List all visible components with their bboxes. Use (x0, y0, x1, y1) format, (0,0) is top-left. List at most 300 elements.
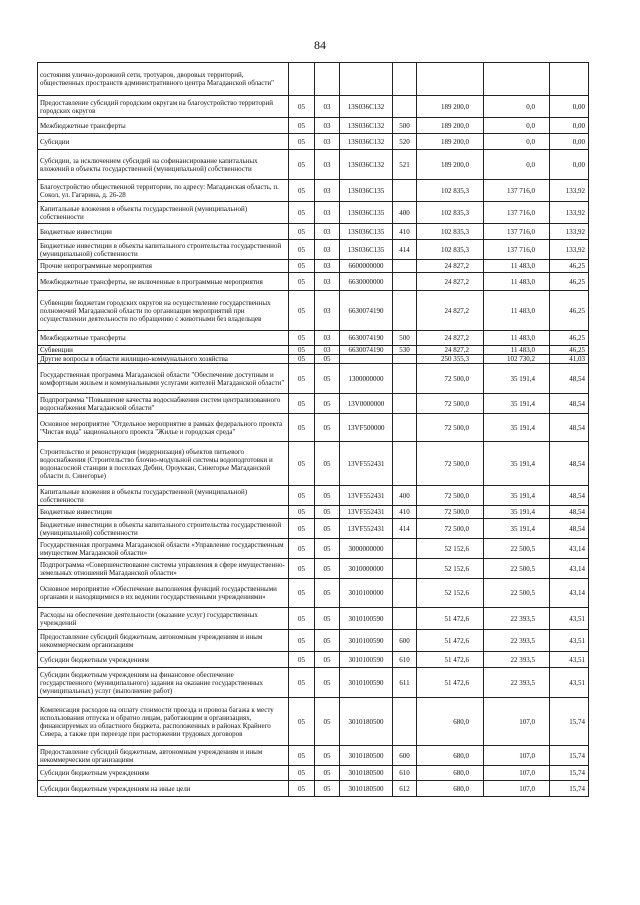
subsection-code-cell: 05 (315, 394, 340, 414)
planned-amount-cell: 72 500,0 (417, 506, 484, 519)
target-item-code-cell: 13S036С132 (340, 150, 393, 180)
planned-amount-cell: 680,0 (417, 766, 484, 781)
table-row (38, 579, 589, 608)
execution-percent-cell: 48,54 (550, 442, 589, 486)
planned-amount-cell: 51 472,6 (417, 608, 484, 630)
target-item-code-cell: 3000000000 (340, 539, 393, 559)
execution-percent-cell: 48,54 (550, 486, 589, 506)
planned-amount-cell: 24 827,2 (417, 291, 484, 331)
section-code-cell: 05 (289, 414, 315, 442)
expense-type-code-cell: 530 (393, 346, 417, 355)
table-row (38, 486, 589, 506)
execution-percent-cell: 48,54 (550, 364, 589, 394)
expense-type-code-cell: 400 (393, 486, 417, 506)
planned-amount-cell (417, 63, 484, 96)
actual-amount-cell: 0,0 (484, 134, 550, 150)
row-name-cell: Государственная программа Магаданской области «Управление государственным имуществом Магаданской области» (38, 539, 289, 559)
execution-percent-cell: 15,74 (550, 766, 589, 781)
expense-type-code-cell: 611 (393, 668, 417, 698)
target-item-code-cell: 13VF552431 (340, 506, 393, 519)
expense-type-code-cell (393, 364, 417, 394)
target-item-code-cell: 13S036С135 (340, 224, 393, 240)
target-item-code-cell: 66З0074190 (340, 331, 393, 346)
subsection-code-cell: 03 (315, 291, 340, 331)
table-row (38, 224, 589, 240)
expense-type-code-cell (393, 273, 417, 291)
planned-amount-cell: 51 472,6 (417, 668, 484, 698)
target-item-code-cell: 13S036С132 (340, 96, 393, 118)
execution-percent-cell: 133,92 (550, 240, 589, 260)
expense-type-code-cell: 414 (393, 240, 417, 260)
actual-amount-cell: 107,0 (484, 781, 550, 797)
row-name-cell: Бюджетные инвестиции в объекты капитального строительства государственной (муниципальной) собственности (38, 240, 289, 260)
section-code-cell: 05 (289, 224, 315, 240)
subsection-code-cell: 03 (315, 260, 340, 273)
execution-percent-cell: 43,51 (550, 608, 589, 630)
actual-amount-cell: 11 483,0 (484, 346, 550, 355)
expense-type-code-cell (393, 180, 417, 202)
section-code-cell: 05 (289, 240, 315, 260)
expense-type-code-cell: 500 (393, 331, 417, 346)
section-code-cell: 05 (289, 486, 315, 506)
actual-amount-cell: 22 393,5 (484, 608, 550, 630)
expense-type-code-cell (393, 539, 417, 559)
expense-type-code-cell (393, 96, 417, 118)
planned-amount-cell: 680,0 (417, 698, 484, 746)
execution-percent-cell: 133,92 (550, 180, 589, 202)
table-row (38, 608, 589, 630)
planned-amount-cell: 24 827,2 (417, 260, 484, 273)
expense-type-code-cell (393, 291, 417, 331)
section-code-cell: 05 (289, 630, 315, 652)
section-code-cell: 05 (289, 519, 315, 539)
section-code-cell: 05 (289, 331, 315, 346)
expense-type-code-cell: 612 (393, 781, 417, 797)
row-name-cell: Подпрограмма «Совершенствование системы управления в сфере имущественно-земельных отношений Магаданской области» (38, 559, 289, 579)
section-code-cell: 05 (289, 668, 315, 698)
subsection-code-cell: 05 (315, 442, 340, 486)
execution-percent-cell: 46,25 (550, 291, 589, 331)
table-row (38, 414, 589, 442)
table-row (38, 442, 589, 486)
actual-amount-cell: 35 191,4 (484, 364, 550, 394)
target-item-code-cell: 3010100590 (340, 668, 393, 698)
expense-type-code-cell (393, 442, 417, 486)
row-name-cell: Компенсация расходов на оплату стоимости проезда и провоза багажа к месту использования отпуска и обратно лицам, работающим в организациях, финансируемых из областного бюджета, расположенных в районах Крайнего Севера, а также при переезде при расторжении трудовых договоров (38, 698, 289, 746)
table-row (38, 746, 589, 766)
target-item-code-cell: 13S036С132 (340, 118, 393, 134)
target-item-code-cell: 13V0000000 (340, 394, 393, 414)
section-code-cell: 05 (289, 394, 315, 414)
row-name-cell: Предоставление субсидий бюджетным, автономным учреждениям и иным некоммерческим организациям (38, 630, 289, 652)
planned-amount-cell: 52 152,6 (417, 579, 484, 608)
actual-amount-cell: 102 730,2 (484, 355, 550, 364)
table-row (38, 559, 589, 579)
planned-amount-cell: 51 472,6 (417, 630, 484, 652)
actual-amount-cell: 107,0 (484, 746, 550, 766)
section-code-cell: 05 (289, 364, 315, 394)
execution-percent-cell: 43,14 (550, 539, 589, 559)
table-row (38, 331, 589, 346)
expense-type-code-cell (393, 559, 417, 579)
target-item-code-cell: 13VF552431 (340, 519, 393, 539)
row-name-cell: Расходы на обеспечение деятельности (оказание услуг) государственных учреждений (38, 608, 289, 630)
actual-amount-cell: 35 191,4 (484, 519, 550, 539)
section-code-cell: 05 (289, 698, 315, 746)
target-item-code-cell: 3010100000 (340, 579, 393, 608)
table-row (38, 519, 589, 539)
subsection-code-cell: 05 (315, 355, 340, 364)
planned-amount-cell: 189 200,0 (417, 150, 484, 180)
subsection-code-cell: 03 (315, 224, 340, 240)
table-row (38, 355, 589, 364)
table-row (38, 394, 589, 414)
target-item-code-cell: 3010100590 (340, 608, 393, 630)
target-item-code-cell: 13S036С135 (340, 240, 393, 260)
row-name-cell: Субвенции (38, 346, 289, 355)
target-item-code-cell: 1300000000 (340, 364, 393, 394)
execution-percent-cell: 48,54 (550, 394, 589, 414)
actual-amount-cell: 22 393,5 (484, 668, 550, 698)
subsection-code-cell: 05 (315, 746, 340, 766)
subsection-code-cell: 05 (315, 652, 340, 668)
table-row (38, 364, 589, 394)
execution-percent-cell: 48,54 (550, 414, 589, 442)
row-name-cell: Бюджетные инвестиции (38, 506, 289, 519)
actual-amount-cell: 35 191,4 (484, 394, 550, 414)
table-row (38, 539, 589, 559)
expense-type-code-cell: 610 (393, 766, 417, 781)
row-name-cell: Предоставление субсидий городским округам на благоустройство территорий городских округов (38, 96, 289, 118)
execution-percent-cell: 0,00 (550, 118, 589, 134)
table-row (38, 291, 589, 331)
expense-type-code-cell: 610 (393, 652, 417, 668)
section-code-cell: 05 (289, 442, 315, 486)
section-code-cell: 05 (289, 260, 315, 273)
target-item-code-cell: 13S036С132 (340, 134, 393, 150)
execution-percent-cell: 46,25 (550, 346, 589, 355)
row-name-cell: Межбюджетные трансферты (38, 331, 289, 346)
planned-amount-cell: 189 200,0 (417, 118, 484, 134)
table-row (38, 63, 589, 96)
subsection-code-cell: 05 (315, 781, 340, 797)
subsection-code-cell: 05 (315, 559, 340, 579)
section-code-cell: 05 (289, 273, 315, 291)
row-name-cell: Другие вопросы в области жилищно-коммунального хозяйства (38, 355, 289, 364)
budget-table-body (38, 63, 589, 797)
target-item-code-cell: 3010100590 (340, 630, 393, 652)
actual-amount-cell: 11 483,0 (484, 273, 550, 291)
target-item-code-cell: 3010180500 (340, 698, 393, 746)
actual-amount-cell: 107,0 (484, 766, 550, 781)
target-item-code-cell: 13VF500000 (340, 414, 393, 442)
row-name-cell: Субсидии бюджетным учреждениям на финансовое обеспечение государственного (муниципального) задания на оказание государственных (муниципальных) услуг (выполнение работ) (38, 668, 289, 698)
actual-amount-cell: 22 500,5 (484, 579, 550, 608)
actual-amount-cell: 11 483,0 (484, 260, 550, 273)
planned-amount-cell: 52 152,6 (417, 559, 484, 579)
section-code-cell: 05 (289, 746, 315, 766)
row-name-cell: Субсидии бюджетным учреждениям (38, 766, 289, 781)
planned-amount-cell: 102 835,3 (417, 180, 484, 202)
expense-type-code-cell: 410 (393, 224, 417, 240)
table-row (38, 260, 589, 273)
section-code-cell: 05 (289, 608, 315, 630)
actual-amount-cell: 11 483,0 (484, 331, 550, 346)
section-code-cell: 05 (289, 96, 315, 118)
target-item-code-cell (340, 63, 393, 96)
execution-percent-cell: 43,51 (550, 630, 589, 652)
section-code-cell: 05 (289, 180, 315, 202)
expense-type-code-cell (393, 608, 417, 630)
planned-amount-cell: 24 827,2 (417, 273, 484, 291)
actual-amount-cell: 22 500,5 (484, 539, 550, 559)
row-name-cell: состояния улично-дорожной сети, тротуаров, дворовых территорий, общественных пространств административного центра Магаданской области" (38, 63, 289, 96)
row-name-cell: Субсидии бюджетным учреждениям (38, 652, 289, 668)
expense-type-code-cell: 521 (393, 150, 417, 180)
row-name-cell: Бюджетные инвестиции (38, 224, 289, 240)
planned-amount-cell: 51 472,6 (417, 652, 484, 668)
target-item-code-cell (340, 355, 393, 364)
section-code-cell: 05 (289, 150, 315, 180)
target-item-code-cell: 3010180500 (340, 781, 393, 797)
actual-amount-cell: 137 716,0 (484, 240, 550, 260)
table-row (38, 273, 589, 291)
section-code-cell: 05 (289, 579, 315, 608)
section-code-cell: 05 (289, 346, 315, 355)
planned-amount-cell: 72 500,0 (417, 364, 484, 394)
execution-percent-cell (550, 63, 589, 96)
subsection-code-cell: 05 (315, 519, 340, 539)
execution-percent-cell: 133,92 (550, 202, 589, 224)
table-row (38, 134, 589, 150)
table-row (38, 766, 589, 781)
target-item-code-cell: 66З0074190 (340, 291, 393, 331)
expense-type-code-cell (393, 63, 417, 96)
expense-type-code-cell: 410 (393, 506, 417, 519)
section-code-cell: 05 (289, 355, 315, 364)
subsection-code-cell: 05 (315, 630, 340, 652)
table-row (38, 202, 589, 224)
execution-percent-cell: 0,00 (550, 134, 589, 150)
table-row (38, 346, 589, 355)
subsection-code-cell: 03 (315, 240, 340, 260)
planned-amount-cell: 102 835,3 (417, 224, 484, 240)
planned-amount-cell: 24 827,2 (417, 346, 484, 355)
planned-amount-cell: 189 200,0 (417, 134, 484, 150)
planned-amount-cell: 102 835,3 (417, 202, 484, 224)
row-name-cell: Бюджетные инвестиции в объекты капитального строительства государственной (муниципальной) собственности (38, 519, 289, 539)
planned-amount-cell: 250 355,3 (417, 355, 484, 364)
target-item-code-cell: 6600000000 (340, 260, 393, 273)
actual-amount-cell: 35 191,4 (484, 442, 550, 486)
subsection-code-cell: 03 (315, 118, 340, 134)
section-code-cell: 05 (289, 539, 315, 559)
subsection-code-cell: 03 (315, 180, 340, 202)
subsection-code-cell: 05 (315, 414, 340, 442)
subsection-code-cell: 05 (315, 539, 340, 559)
subsection-code-cell: 05 (315, 486, 340, 506)
execution-percent-cell: 43,51 (550, 652, 589, 668)
execution-percent-cell: 0,00 (550, 150, 589, 180)
expense-type-code-cell (393, 414, 417, 442)
expense-type-code-cell (393, 260, 417, 273)
execution-percent-cell: 46,25 (550, 331, 589, 346)
table-row (38, 698, 589, 746)
row-name-cell: Основное мероприятие «Обеспечение выполнения функций государственными органами и находящимися в их ведении государственными учреждениями» (38, 579, 289, 608)
subsection-code-cell: 05 (315, 766, 340, 781)
subsection-code-cell: 03 (315, 202, 340, 224)
table-row (38, 96, 589, 118)
actual-amount-cell: 22 500,5 (484, 559, 550, 579)
actual-amount-cell: 107,0 (484, 698, 550, 746)
expense-type-code-cell (393, 355, 417, 364)
table-row (38, 240, 589, 260)
row-name-cell: Субсидии (38, 134, 289, 150)
section-code-cell: 05 (289, 134, 315, 150)
page-number: 84 (314, 38, 326, 52)
planned-amount-cell: 72 500,0 (417, 519, 484, 539)
subsection-code-cell (315, 63, 340, 96)
actual-amount-cell: 35 191,4 (484, 506, 550, 519)
table-row (38, 180, 589, 202)
table-row (38, 668, 589, 698)
expense-type-code-cell: 500 (393, 118, 417, 134)
subsection-code-cell: 03 (315, 96, 340, 118)
expense-type-code-cell: 414 (393, 519, 417, 539)
section-code-cell: 05 (289, 559, 315, 579)
target-item-code-cell: 13VF552431 (340, 486, 393, 506)
actual-amount-cell: 137 716,0 (484, 180, 550, 202)
subsection-code-cell: 05 (315, 579, 340, 608)
planned-amount-cell: 72 500,0 (417, 414, 484, 442)
execution-percent-cell: 133,92 (550, 224, 589, 240)
planned-amount-cell: 680,0 (417, 781, 484, 797)
row-name-cell: Капитальные вложения в объекты государственной (муниципальной) собственности (38, 202, 289, 224)
actual-amount-cell: 137 716,0 (484, 224, 550, 240)
row-name-cell: Государственная программа Магаданской области "Обеспечение доступным и комфортным жильем и коммунальными услугами жителей Магаданской области" (38, 364, 289, 394)
table-row (38, 118, 589, 134)
execution-percent-cell: 43,14 (550, 559, 589, 579)
row-name-cell: Межбюджетные трансферты (38, 118, 289, 134)
subsection-code-cell: 03 (315, 331, 340, 346)
expense-type-code-cell: 600 (393, 630, 417, 652)
actual-amount-cell: 35 191,4 (484, 486, 550, 506)
planned-amount-cell: 72 500,0 (417, 486, 484, 506)
actual-amount-cell (484, 63, 550, 96)
planned-amount-cell: 52 152,6 (417, 539, 484, 559)
execution-percent-cell: 0,00 (550, 96, 589, 118)
planned-amount-cell: 72 500,0 (417, 394, 484, 414)
budget-table (37, 62, 589, 797)
target-item-code-cell: 13S036С135 (340, 180, 393, 202)
target-item-code-cell: 66З0074190 (340, 346, 393, 355)
table-row (38, 506, 589, 519)
section-code-cell (289, 63, 315, 96)
target-item-code-cell: 13VF552431 (340, 442, 393, 486)
table-row (38, 150, 589, 180)
row-name-cell: Субсидии бюджетным учреждениям на иные цели (38, 781, 289, 797)
actual-amount-cell: 0,0 (484, 150, 550, 180)
subsection-code-cell: 05 (315, 668, 340, 698)
expense-type-code-cell (393, 698, 417, 746)
actual-amount-cell: 35 191,4 (484, 414, 550, 442)
section-code-cell: 05 (289, 652, 315, 668)
section-code-cell: 05 (289, 202, 315, 224)
table-row (38, 652, 589, 668)
expense-type-code-cell: 400 (393, 202, 417, 224)
section-code-cell: 05 (289, 506, 315, 519)
execution-percent-cell: 48,54 (550, 506, 589, 519)
subsection-code-cell: 05 (315, 608, 340, 630)
expense-type-code-cell (393, 579, 417, 608)
target-item-code-cell: 3010180500 (340, 746, 393, 766)
subsection-code-cell: 03 (315, 150, 340, 180)
planned-amount-cell: 189 200,0 (417, 96, 484, 118)
subsection-code-cell: 03 (315, 273, 340, 291)
row-name-cell: Капитальные вложения в объекты государственной (муниципальной) собственности (38, 486, 289, 506)
subsection-code-cell: 05 (315, 698, 340, 746)
target-item-code-cell: 3010100590 (340, 652, 393, 668)
row-name-cell: Подпрограмма "Повышение качества водоснабжения систем централизованного водоснабжения Магаданской области" (38, 394, 289, 414)
planned-amount-cell: 102 835,3 (417, 240, 484, 260)
planned-amount-cell: 72 500,0 (417, 442, 484, 486)
expense-type-code-cell: 600 (393, 746, 417, 766)
section-code-cell: 05 (289, 291, 315, 331)
actual-amount-cell: 22 393,5 (484, 630, 550, 652)
row-name-cell: Прочие непрограммные мероприятия (38, 260, 289, 273)
section-code-cell: 05 (289, 781, 315, 797)
planned-amount-cell: 680,0 (417, 746, 484, 766)
row-name-cell: Благоустройство общественной территории, по адресу: Магаданская область, п. Сокол, ул. Гагарина, д. 26-28 (38, 180, 289, 202)
execution-percent-cell: 15,74 (550, 698, 589, 746)
execution-percent-cell: 41,03 (550, 355, 589, 364)
row-name-cell: Строительство и реконструкция (модернизация) объектов питьевого водоснабжения (Строительство блочно-модульной системы водоподготовки и водонасосной станции в поселках Дебин, Ороуккан, Синегорье Магаданской области п. Синегорье) (38, 442, 289, 486)
planned-amount-cell: 24 827,2 (417, 331, 484, 346)
table-row (38, 781, 589, 797)
execution-percent-cell: 43,51 (550, 668, 589, 698)
table-row (38, 630, 589, 652)
section-code-cell: 05 (289, 766, 315, 781)
execution-percent-cell: 46,25 (550, 260, 589, 273)
target-item-code-cell: 3010180500 (340, 766, 393, 781)
actual-amount-cell: 11 483,0 (484, 291, 550, 331)
target-item-code-cell: 3010000000 (340, 559, 393, 579)
target-item-code-cell: 66З0000000 (340, 273, 393, 291)
execution-percent-cell: 15,74 (550, 781, 589, 797)
subsection-code-cell: 05 (315, 364, 340, 394)
execution-percent-cell: 46,25 (550, 273, 589, 291)
row-name-cell: Предоставление субсидий бюджетным, автономным учреждениям и иным некоммерческим организациям (38, 746, 289, 766)
target-item-code-cell: 13S036С135 (340, 202, 393, 224)
expense-type-code-cell: 520 (393, 134, 417, 150)
execution-percent-cell: 15,74 (550, 746, 589, 766)
row-name-cell: Основное мероприятие "Отдельное мероприятие в рамках федерального проекта "Чистая вода" национального проекта "Жилье и городская среда" (38, 414, 289, 442)
actual-amount-cell: 137 716,0 (484, 202, 550, 224)
subsection-code-cell: 03 (315, 134, 340, 150)
actual-amount-cell: 0,0 (484, 96, 550, 118)
execution-percent-cell: 48,54 (550, 519, 589, 539)
actual-amount-cell: 0,0 (484, 118, 550, 134)
section-code-cell: 05 (289, 118, 315, 134)
row-name-cell: Межбюджетные трансферты, не включенные в программные мероприятия (38, 273, 289, 291)
subsection-code-cell: 05 (315, 506, 340, 519)
actual-amount-cell: 22 393,5 (484, 652, 550, 668)
row-name-cell: Субвенции бюджетам городских округов на осуществление государственных полномочий Магаданской области по организации мероприятий при осуществлении деятельности по обращению с животными без владельцев (38, 291, 289, 331)
row-name-cell: Субсидии, за исключением субсидий на софинансирование капитальных вложений в объекты государственной (муниципальной) собственности (38, 150, 289, 180)
subsection-code-cell: 03 (315, 346, 340, 355)
execution-percent-cell: 43,14 (550, 579, 589, 608)
expense-type-code-cell (393, 394, 417, 414)
